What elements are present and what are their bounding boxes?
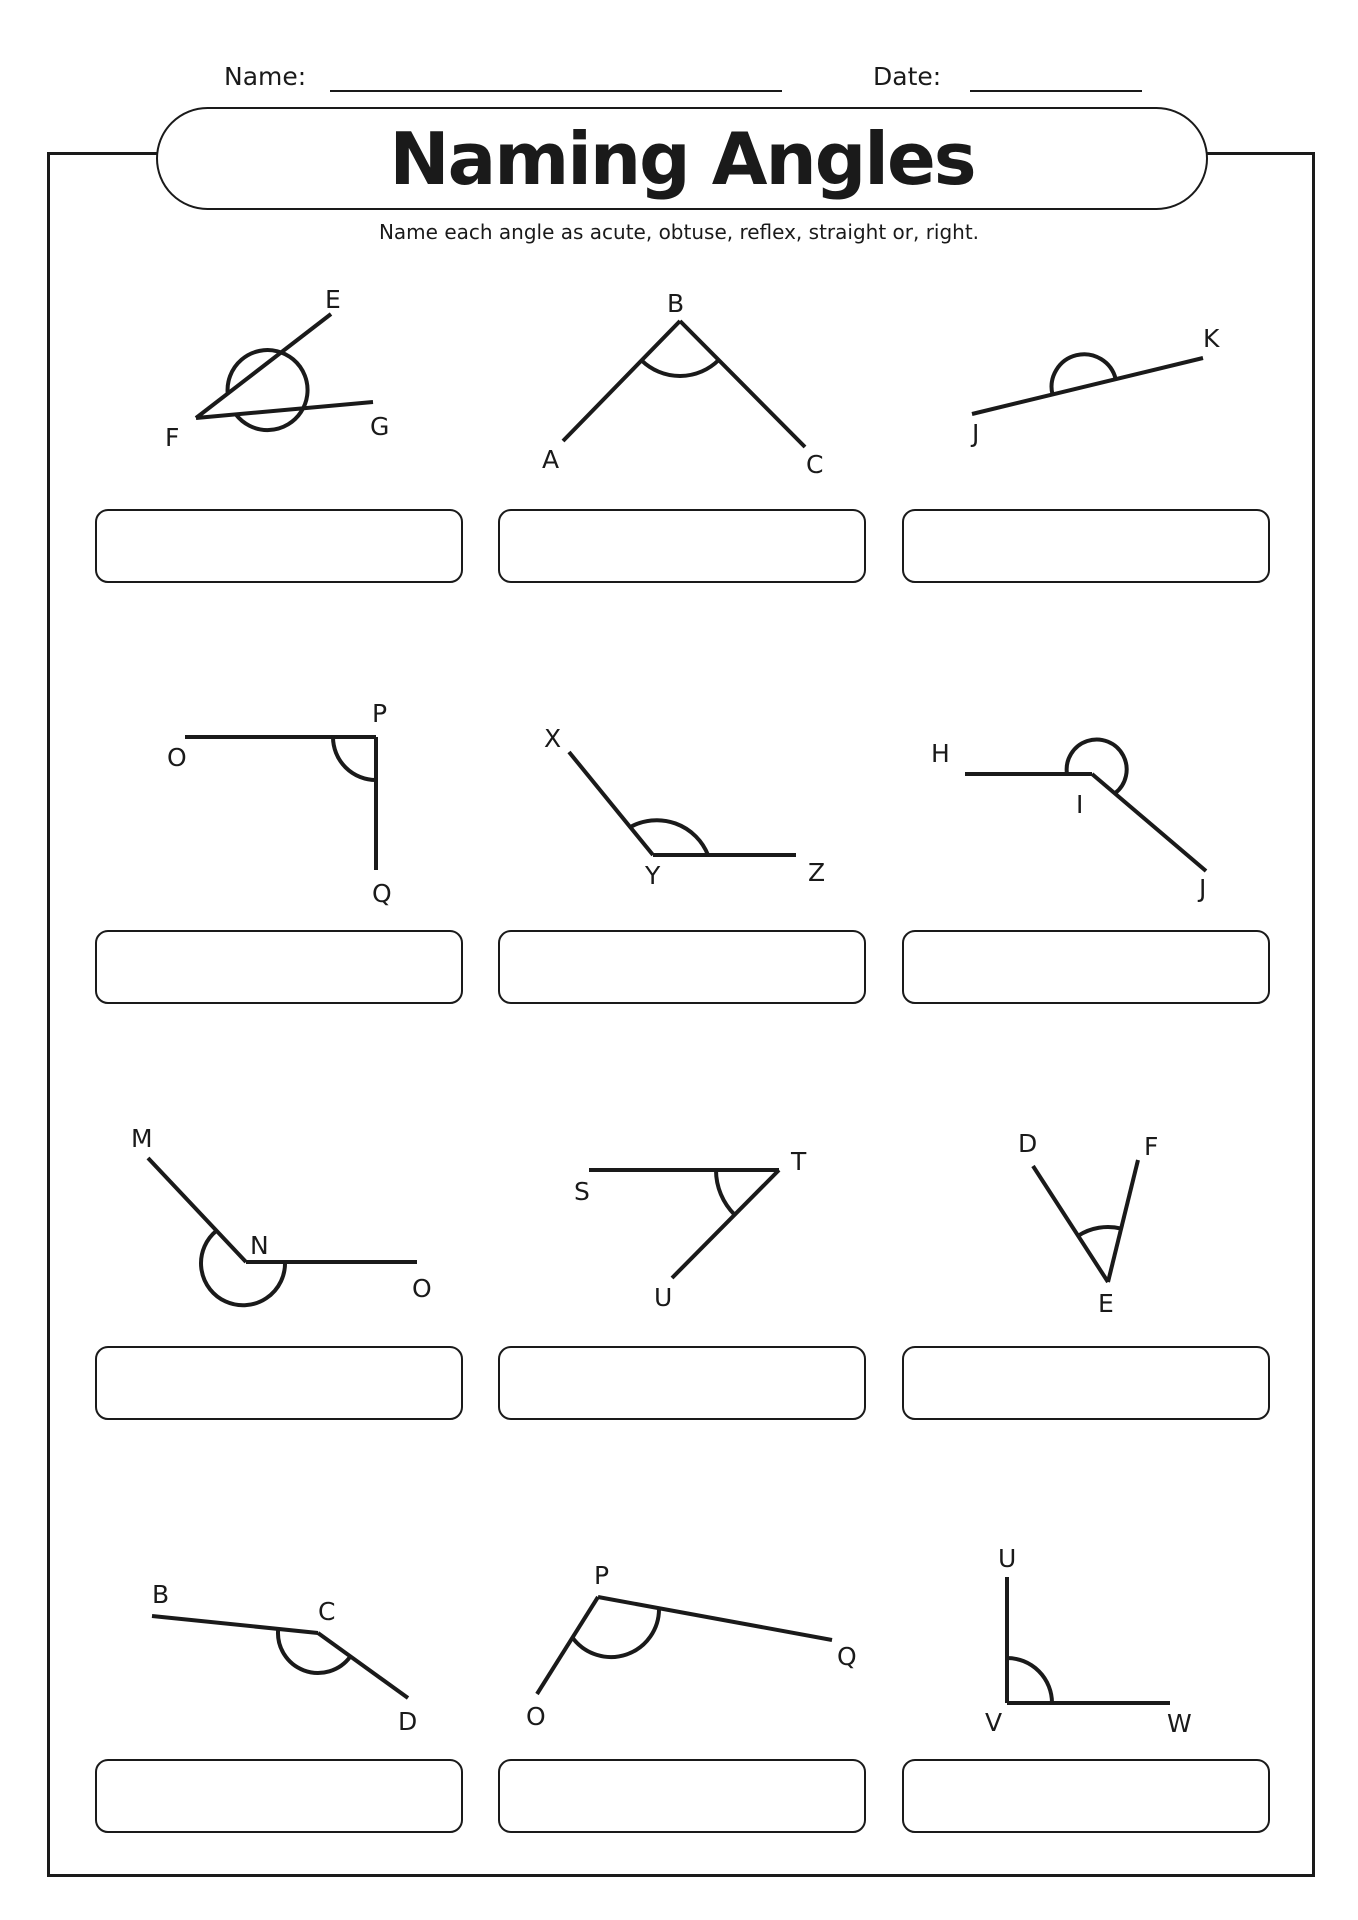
angle-opq-figure — [167, 699, 392, 908]
point-label: G — [370, 412, 390, 441]
point-label: P — [594, 1561, 610, 1590]
point-label: I — [1076, 790, 1084, 819]
angle-arc — [1007, 1658, 1052, 1703]
date-label: Date: — [873, 62, 942, 91]
point-label: C — [806, 450, 824, 479]
angle-stu-figure — [574, 1147, 807, 1312]
ray-ed — [1033, 1166, 1108, 1282]
point-label: B — [152, 1580, 170, 1609]
answer-box-opq2[interactable] — [498, 1759, 866, 1833]
ray-nm — [148, 1158, 246, 1262]
point-label: F — [165, 423, 180, 452]
point-label: Y — [645, 861, 661, 890]
page-title: Naming Angles — [389, 116, 975, 201]
line-jk — [972, 358, 1203, 414]
instructions: Name each angle as acute, obtuse, reflex, straight or, right. — [378, 220, 980, 244]
point-label: U — [998, 1544, 1017, 1573]
angle-mno-figure — [131, 1124, 432, 1305]
answer-box-bcd[interactable] — [95, 1759, 463, 1833]
angle-uvw-figure — [985, 1544, 1192, 1738]
answer-box-opq[interactable] — [95, 930, 463, 1004]
point-label: O — [167, 743, 187, 772]
ray-bc — [680, 321, 805, 447]
angle-arc — [1067, 740, 1127, 794]
angle-hij-figure — [931, 739, 1206, 903]
angle-arc — [201, 1231, 285, 1306]
angle-def-figure — [1018, 1129, 1158, 1318]
point-label: P — [372, 699, 388, 728]
angle-xyz-figure — [544, 724, 825, 890]
ray-cd — [318, 1633, 408, 1698]
angle-arc — [333, 737, 376, 780]
angle-opq2-figure — [526, 1561, 857, 1731]
point-label: K — [1203, 324, 1220, 353]
ray-fe — [196, 314, 331, 418]
point-label: Z — [808, 858, 826, 887]
point-label: U — [654, 1283, 673, 1312]
answer-box-stu[interactable] — [498, 1346, 866, 1420]
answer-box-abc[interactable] — [498, 509, 866, 583]
ray-tu — [672, 1170, 779, 1278]
point-label: B — [667, 289, 685, 318]
point-label: F — [1144, 1132, 1159, 1161]
ray-ba — [563, 321, 680, 441]
angle-arc — [642, 360, 719, 376]
point-label: E — [1098, 1289, 1114, 1318]
point-label: O — [526, 1702, 546, 1731]
point-label: S — [574, 1177, 590, 1206]
angle-bcd-figure — [152, 1580, 417, 1736]
angle-arc — [716, 1170, 735, 1215]
point-label: M — [131, 1124, 153, 1153]
point-label: O — [412, 1274, 432, 1303]
point-label: A — [542, 445, 560, 474]
point-label: W — [1167, 1709, 1192, 1738]
ray-po — [537, 1597, 598, 1694]
point-label: J — [1199, 874, 1207, 903]
angle-jk-figure — [970, 324, 1220, 448]
point-label: C — [318, 1597, 336, 1626]
point-label: D — [1018, 1129, 1038, 1158]
ray-cb — [152, 1616, 318, 1633]
answer-box-xyz[interactable] — [498, 930, 866, 1004]
point-label: V — [985, 1708, 1003, 1737]
point-label: N — [250, 1231, 269, 1260]
ray-fg — [196, 402, 373, 418]
answer-box-def[interactable] — [902, 1346, 1270, 1420]
answer-box-mno[interactable] — [95, 1346, 463, 1420]
angle-efg-figure — [165, 285, 389, 452]
point-label: E — [325, 285, 341, 314]
angle-abc-figure — [542, 289, 823, 479]
answer-box-jk[interactable] — [902, 509, 1270, 583]
point-label: H — [931, 739, 950, 768]
point-label: Q — [837, 1642, 857, 1671]
point-label: J — [972, 419, 980, 448]
angle-arc — [1078, 1227, 1121, 1236]
point-label: Q — [372, 879, 392, 908]
ray-yx — [569, 752, 653, 855]
answer-box-hij[interactable] — [902, 930, 1270, 1004]
answer-box-efg[interactable] — [95, 509, 463, 583]
name-label: Name: — [224, 62, 307, 91]
point-label: X — [544, 724, 562, 753]
point-label: D — [398, 1707, 418, 1736]
ray-pq — [598, 1597, 832, 1640]
answer-box-uvw[interactable] — [902, 1759, 1270, 1833]
ray-ij — [1092, 774, 1206, 871]
point-label: T — [791, 1147, 807, 1176]
angle-arc — [630, 820, 708, 855]
ray-ef — [1108, 1160, 1138, 1282]
